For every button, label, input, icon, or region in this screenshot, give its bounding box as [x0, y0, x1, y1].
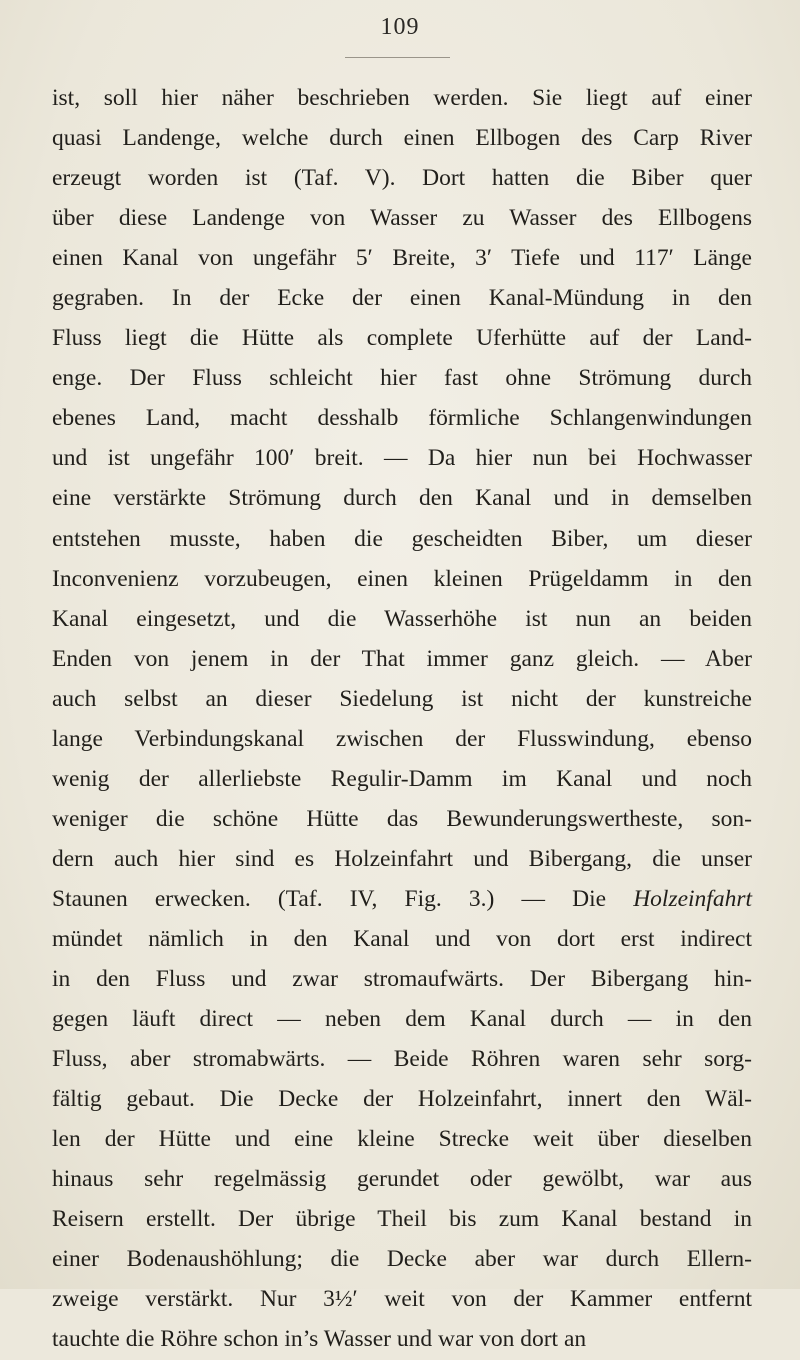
text-line: einen Kanal von ungefähr 5′ Breite, 3′ Tiefe und 117′ Länge [52, 245, 752, 272]
text-line: gegen läuft direct — neben dem Kanal durch — in den [52, 1006, 752, 1033]
text-line: dern auch hier sind es Holzeinfahrt und Bibergang, die unser [52, 845, 752, 872]
text-line: len der Hütte und eine kleine Strecke weit über dieselben [52, 1126, 752, 1153]
text-line: hinaus sehr regelmässig gerundet oder gewölbt, war aus [52, 1166, 752, 1193]
text-line: Kanal eingesetzt, und die Wasserhöhe ist nun an beiden [52, 605, 752, 632]
text-line: Fluss liegt die Hütte als complete Uferhütte auf der Land- [52, 325, 752, 352]
text-line: einer Bodenaushöhlung; die Decke aber war durch Ellern- [52, 1246, 752, 1273]
text-line: entstehen musste, haben die gescheidten Biber, um dieser [52, 525, 752, 552]
text-line: über diese Landenge von Wasser zu Wasser des Ellbogens [52, 205, 752, 232]
text-line: mündet nämlich in den Kanal und von dort erst indirect [52, 925, 752, 952]
body-text [52, 78, 752, 1360]
text-line: lange Verbindungskanal zwischen der Flusswindung, ebenso [52, 725, 752, 752]
text-line: zweige verstärkt. Nur 3½′ weit von der Kammer entfernt [52, 1286, 752, 1313]
text-line: eine verstärkte Strömung durch den Kanal und in demselben [52, 485, 752, 512]
text-line: Enden von jenem in der That immer ganz gleich. — Aber [52, 645, 752, 672]
text-line: erzeugt worden ist (Taf. V). Dort hatten die Biber quer [52, 165, 752, 192]
header-rule [345, 57, 450, 58]
page-number: 109 [380, 14, 420, 40]
text-line: weniger die schöne Hütte das Bewunderungswertheste, son- [52, 805, 752, 832]
text-line: quasi Landenge, welche durch einen Ellbogen des Carp River [52, 125, 752, 152]
text-line: ebenes Land, macht desshalb förmliche Schlangenwindungen [52, 405, 752, 432]
text-line: tauchte die Röhre schon in’s Wasser und war von dort an [52, 1326, 587, 1353]
text-line: Fluss, aber stromabwärts. — Beide Röhren waren sehr sorg- [52, 1046, 752, 1073]
text-line: ist, soll hier näher beschrieben werden. Sie liegt auf einer [52, 85, 752, 111]
text-line: wenig der allerliebste Regulir-Damm im Kanal und noch [52, 765, 752, 792]
text-line-with-italic [52, 879, 752, 919]
text-line: gegraben. In der Ecke der einen Kanal-Mündung in den [52, 285, 752, 312]
text-line: Reisern erstellt. Der übrige Theil bis zum Kanal bestand in [52, 1206, 752, 1233]
text-line: Inconvenienz vorzubeugen, einen kleinen Prügeldamm in den [52, 565, 752, 592]
text-line: in den Fluss und zwar stromaufwärts. Der Bibergang hin- [52, 966, 752, 993]
text-line: fältig gebaut. Die Decke der Holzeinfahrt, innert den Wäl- [52, 1086, 752, 1113]
text-line: enge. Der Fluss schleicht hier fast ohne Strömung durch [52, 365, 752, 392]
text-line: und ist ungefähr 100′ breit. — Da hier nun bei Hochwasser [52, 445, 752, 472]
text-segment: Staunen erwecken. (Taf. IV, Fig. 3.) — Die [52, 885, 607, 912]
text-line: auch selbst an dieser Siedelung ist nicht der kunstreiche [52, 685, 752, 712]
italic-term: Holzeinfahrt [633, 885, 753, 912]
